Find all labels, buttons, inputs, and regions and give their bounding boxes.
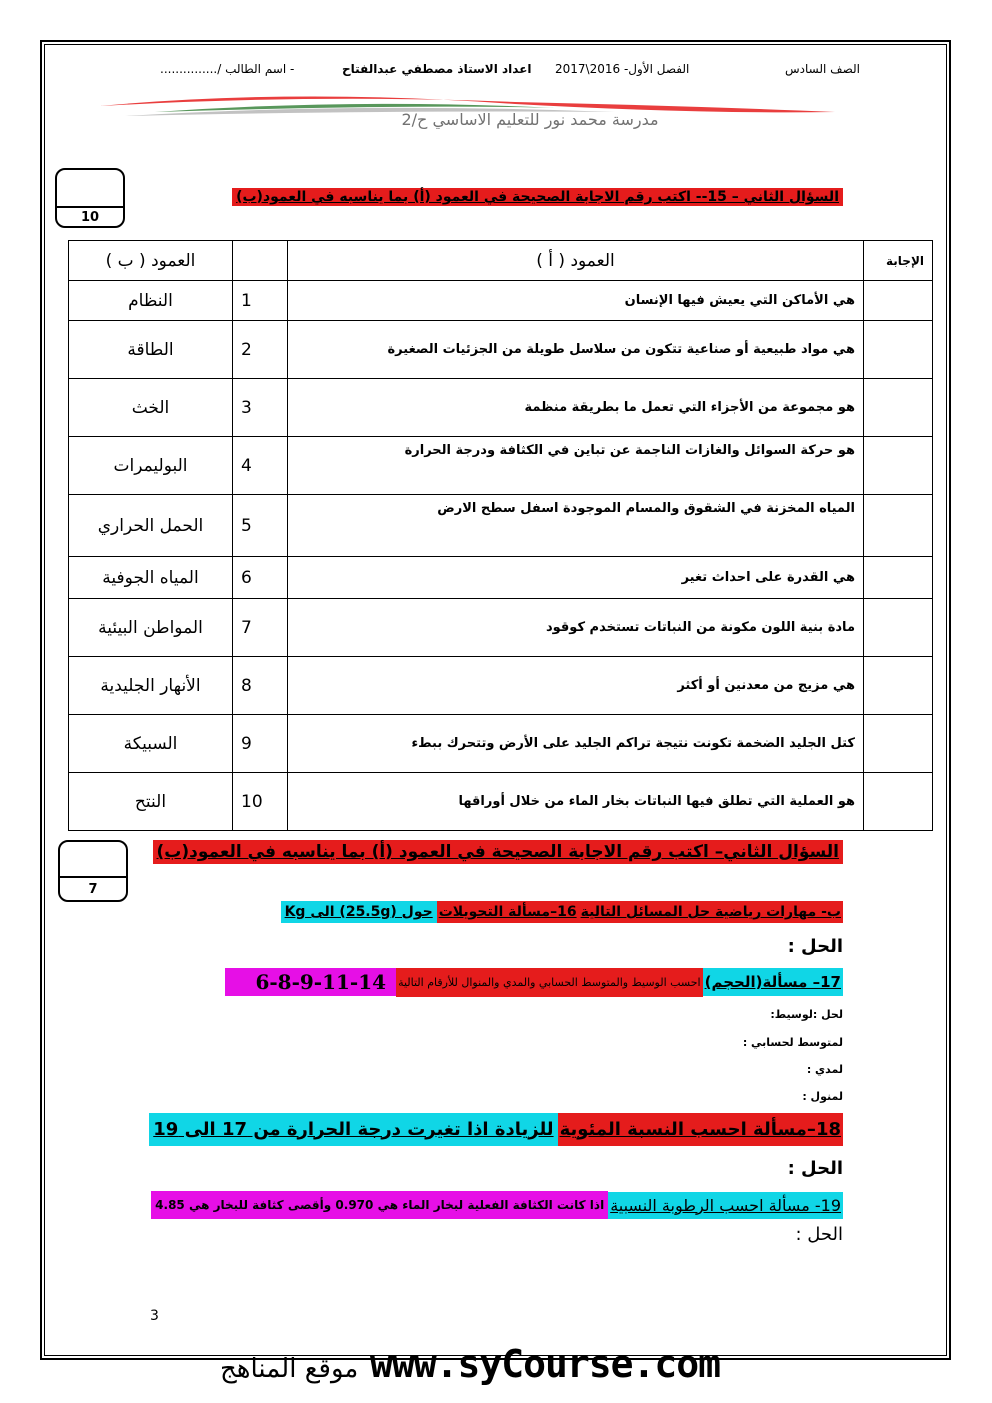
header-student-name: - اسم الطالب /............... (160, 62, 295, 76)
row-number: 3 (233, 379, 288, 437)
col-a-cell: هي مواد طبيعية أو صناعية تتكون من سلاسل طويلة من الجزئيات الصغيرة (288, 321, 864, 379)
answer-cell[interactable] (864, 437, 933, 495)
question-17-line (225, 966, 843, 998)
col-a-cell: هو مجموعة من الأجزاء التي تعمل ما بطريقة منظمة (288, 379, 864, 437)
solution-label-16: الحل : (787, 936, 843, 957)
header-grade: الصف السادس (785, 62, 860, 76)
header-col-answer: الإجابة (864, 241, 933, 281)
header-semester: الفصل الأول- 2016\2017 (555, 62, 690, 76)
col-a-cell: هي مزيج من معدنين أو أكثر (288, 657, 864, 715)
footer-url: www.syCourse.com (370, 1342, 721, 1386)
table-row (69, 281, 933, 321)
row-number: 10 (233, 773, 288, 831)
col-b-cell: البوليمرات (69, 437, 233, 495)
col-b-cell: النظام (69, 281, 233, 321)
col-a-cell: هو حركة السوائل والغازات الناجمة عن تباين في الكثافة ودرجة الحرارة (288, 437, 864, 495)
row-number: 9 (233, 715, 288, 773)
table-row (69, 379, 933, 437)
col-b-cell: النتح (69, 773, 233, 831)
col-b-cell: الطاقة (69, 321, 233, 379)
solution-label-18: الحل : (787, 1158, 843, 1179)
answer-cell[interactable] (864, 379, 933, 437)
page-number: 3 (150, 1308, 159, 1324)
col-a-cell: كتل الجليد الضخمة تكونت نتيجة تراكم الجليد على الأرض وتتحرك ببطء (288, 715, 864, 773)
score-value: 7 (88, 882, 98, 897)
question-19-text: اذا كانت الكثافة الفعلية لبخار الماء هي 0.970 وأقصى كثافة للبخار هي 4.85 (151, 1191, 608, 1219)
col-b-cell: الأنهار الجليدية (69, 657, 233, 715)
col-b-cell: الحمل الحراري (69, 495, 233, 557)
score-value: 10 (80, 210, 100, 225)
question-17-mode: لمنول : (802, 1090, 843, 1103)
matching-table (68, 240, 933, 831)
col-b-cell: المواطن البيئية (69, 599, 233, 657)
header-col-a: العمود ( أ ) (288, 241, 864, 281)
col-a-cell: مادة بنية اللون مكونة من النباتات تستخدم كوقود (288, 599, 864, 657)
question-17-numbers: 6-8-9-11-14 (225, 968, 396, 996)
answer-cell[interactable] (864, 599, 933, 657)
question-17-text: احسب الوسيط والمتوسط الحسابي والمدي والمنوال للأرقام التالية (396, 968, 703, 997)
table-row (69, 657, 933, 715)
answer-cell[interactable] (864, 557, 933, 599)
row-number: 8 (233, 657, 288, 715)
table-row (69, 557, 933, 599)
footer-site: موقع المناهج (220, 1354, 359, 1384)
col-a-cell: هي الأماكن التي يعيش فيها الإنسان (288, 281, 864, 321)
row-number: 7 (233, 599, 288, 657)
answer-cell[interactable] (864, 495, 933, 557)
col-a-cell: المياه المخزنة في الشقوق والمسام الموجودة اسفل سطح الارض (288, 495, 864, 557)
question-17-range: لمدي : (806, 1063, 843, 1076)
row-number: 6 (233, 557, 288, 599)
score-box-section-b (58, 840, 128, 902)
question-19-label: 19- مسألة احسب الرطوبة النسبية (608, 1192, 843, 1219)
footer-watermark (220, 1342, 780, 1392)
score-box-q15 (55, 168, 125, 228)
row-number: 2 (233, 321, 288, 379)
table-row (69, 599, 933, 657)
table-header-row (69, 241, 933, 281)
col-a-cell: هو العملية التي تطلق فيها النباتات بخار الماء من خلال أوراقها (288, 773, 864, 831)
answer-cell[interactable] (864, 281, 933, 321)
answer-cell[interactable] (864, 715, 933, 773)
question-16-text: حول (25.5g) الى Kg (281, 901, 437, 923)
table-row (69, 773, 933, 831)
table-row (69, 715, 933, 773)
question-15-title: السؤال الثاني – 15-- اكتب رقم الاجابة الصحيحة في العمود (أ) بما يناسبه في العمود(ب) (232, 188, 843, 206)
question-18-text: للزيادة اذا تغيرت درجة الحرارة من 17 الى 19 (149, 1113, 557, 1146)
answer-cell[interactable] (864, 657, 933, 715)
question-18-line (149, 1110, 843, 1148)
row-number: 1 (233, 281, 288, 321)
question-17-label: 17– مسألة(الحجم) (703, 968, 843, 996)
col-b-cell: المياه الجوفية (69, 557, 233, 599)
col-b-cell: الخث (69, 379, 233, 437)
school-name: مدرسة محمد نور للتعليم الاساسي ح/2 (401, 110, 659, 129)
col-a-cell: هي القدرة على احداث تغير (288, 557, 864, 599)
section-b-intro: ب- مهارات رياضية حل المسائل التالية (579, 901, 843, 923)
question-19-line (151, 1190, 843, 1220)
header-prepared-by: اعداد الاستاذ مصطفي عبدالفتاح (342, 62, 532, 76)
question-16-line (281, 898, 843, 926)
header-col-num (233, 241, 288, 281)
solution-label-19: الحل : (795, 1224, 843, 1245)
question-17-mean: لمتوسط لحسابي : (742, 1036, 843, 1049)
header-col-b: العمود ( ب ) (69, 241, 233, 281)
answer-cell[interactable] (864, 773, 933, 831)
table-row (69, 321, 933, 379)
table-row (69, 437, 933, 495)
row-number: 5 (233, 495, 288, 557)
table-row (69, 495, 933, 557)
section-b-title: السؤال الثاني– اكتب رقم الاجابة الصحيحة في العمود (أ) بما يناسبه في العمود(ب) (153, 840, 843, 864)
question-17-median: لحل :لوسيط: (770, 1008, 843, 1021)
question-16-label: 16–مسألة التحويلات (437, 901, 579, 923)
answer-cell[interactable] (864, 321, 933, 379)
col-b-cell: السبيكة (69, 715, 233, 773)
row-number: 4 (233, 437, 288, 495)
question-18-label: 18–مسألة احسب النسبة المئوية (558, 1113, 843, 1146)
